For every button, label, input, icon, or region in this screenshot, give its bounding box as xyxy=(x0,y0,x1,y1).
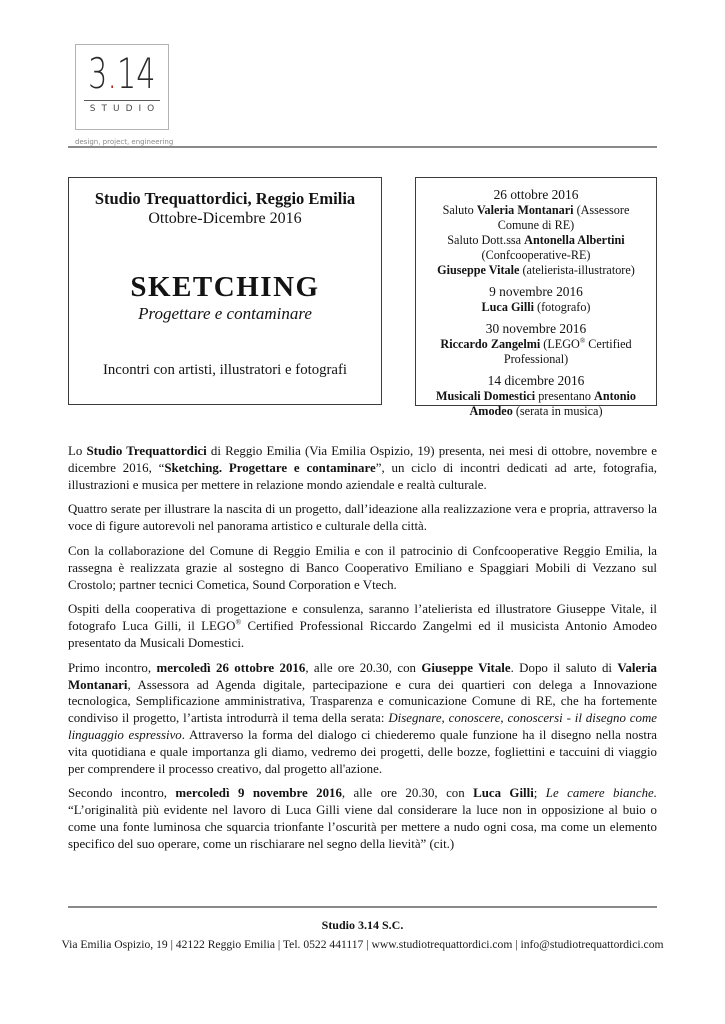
event-subtitle: Progettare e contaminare xyxy=(138,304,312,323)
schedule-box xyxy=(415,177,657,418)
footer-divider xyxy=(68,906,657,908)
footer-company-name: Studio 3.14 S.C. xyxy=(321,918,404,932)
date-range-subtitle: Ottobre-Dicembre 2016 xyxy=(148,210,302,227)
event-date: 26 ottobre 2016 xyxy=(493,187,579,202)
body-text xyxy=(68,443,657,861)
event-description-line: Incontri con artisti, illustratori e fotografi xyxy=(102,362,348,378)
paragraph: Con la collaborazione del Comune di Reggio Emilia e con il patrocinio di Confcooperative Reggio Emilia, la rassegna è realizzata grazie al sostegno di Banco Cooperativo Emiliano e Spaggiari Mobili di Vezzano sul Crostolo; partner tecnici Cometica, Sound Corporation e Vtech. xyxy=(68,543,657,592)
logo-box xyxy=(75,44,169,130)
event-date: 9 novembre 2016 xyxy=(489,284,583,299)
schedule-event xyxy=(422,321,650,367)
logo-number xyxy=(88,50,155,98)
paragraph: Primo incontro, mercoledì 26 ottobre 2016, alle ore 20.30, con Giuseppe Vitale. Dopo il saluto di Valeria Montanari, Assessora ad Agenda digitale, partecipazione e cura dei quartieri con delega a Innovazione tecnologica, Semplificazione amministrativa, Trasparenza e comunicazione Comune di RE, che ha fortemente condiviso il progetto, l’artista introdurrà il tema della serata: Disegnare, conoscere, conoscersi - il disegno come linguaggio espressivo. Attraverso la forma del dialogo ci chiederemo quale funzione ha il disegno nella nostra vita quotidiana e quale importanza gli diamo, vedremo dei progetti, delle bozze, fogliettini e taccuini di viaggio per comprendere il processo creativo, dal progetto all'azione. xyxy=(68,660,657,776)
event-entry: Saluto Dott.ssa Antonella Albertini (Confcooperative-RE) xyxy=(447,233,625,262)
logo-number-left: 3 xyxy=(88,49,108,98)
studio-314-logo xyxy=(75,44,175,146)
logo-number-right: 14 xyxy=(117,49,156,98)
event-entry: Musicali Domestici presentano Antonio Amodeo (serata in musica) xyxy=(435,389,637,418)
logo-studio-label: STUDIO xyxy=(89,104,161,114)
event-date: 14 dicembre 2016 xyxy=(487,373,585,388)
paragraph: Ospiti della cooperativa di progettazione e consulenza, saranno l’atelierista ed illustratore Giuseppe Vitale, il fotografo Luca Gilli, il LEGO® Certified Professional Riccardo Zangelmi ed il musicista Antonio Amodeo presentato da Musicali Domestici. xyxy=(68,602,657,650)
event-entry: Riccardo Zangelmi (LEGO® Certified Professional) xyxy=(440,336,632,366)
logo-tagline: design, project, engineering xyxy=(75,138,174,146)
paragraph: Quattro serate per illustrare la nascita di un progetto, dall’ideazione alla realizzazione vera e propria, attraverso la voce di figure autorevoli nel panorama artistico e culturale della città. xyxy=(68,502,657,534)
title-box xyxy=(68,177,382,405)
paragraph: Secondo incontro, mercoledì 9 novembre 2016, alle ore 20.30, con Luca Gilli; Le camere bianche. “L’originalità più evidente nel lavoro di Luca Gilli viene dal considerare la luce non in opposizione al buio o come una fonte luminosa che squarcia trionfante l’oscurità per mettere a nudo ogni cosa, ma come un elemento specifico del suo operare, come un rischiarare nel segno della lievità” (cit.) xyxy=(68,786,657,851)
schedule-event xyxy=(422,373,650,419)
schedule-event xyxy=(422,187,650,278)
studio-name-title: Studio Trequattordici, Reggio Emilia xyxy=(94,189,356,208)
footer-contact-line: Via Emilia Ospizio, 19 | 42122 Reggio Emilia | Tel. 0522 441117 | www.studiotrequattordici.com | info@studiotrequattordici.com xyxy=(61,938,664,951)
event-entry: Luca Gilli (fotografo) xyxy=(481,300,591,314)
paragraph: Lo Studio Trequattordici di Reggio Emilia (Via Emilia Ospizio, 19) presenta, nei mesi di ottobre, novembre e dicembre 2016, “Sketching. Progettare e contaminare”, un ciclo di incontri dedicati ad arte, fotografia, illustrazioni e musica per mettere in relazione mondo aziendale e realtà culturale. xyxy=(68,444,657,492)
event-title: SKETCHING xyxy=(130,271,320,303)
event-date: 30 novembre 2016 xyxy=(485,321,587,336)
event-entry: Saluto Valeria Montanari (Assessore Comune di RE) xyxy=(442,203,630,232)
logo-red-dot: . xyxy=(107,49,118,98)
schedule-event xyxy=(422,284,650,315)
header-divider xyxy=(68,146,657,148)
event-entry: Giuseppe Vitale (atelierista-illustratore) xyxy=(437,263,635,277)
header-boxes-row xyxy=(68,177,657,418)
logo-divider xyxy=(84,100,160,101)
